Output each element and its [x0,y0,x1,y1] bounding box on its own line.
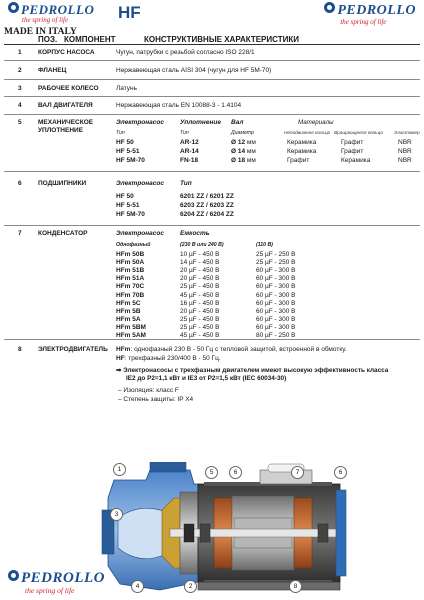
row-number: 6 [18,180,22,187]
callout-3: 3 [110,508,123,521]
capacitor-230v: 45 µF - 450 В [180,291,220,299]
row-divider [4,96,420,97]
capacitor-230v: 20 µF - 450 В [180,267,220,275]
brand-mark-icon [8,570,19,581]
brand-mark-icon [8,2,19,13]
brand-tagline: the spring of life [22,16,69,24]
cap-sub-single-phase: Однофазный [116,242,151,248]
seal-diameter: Ø 14 мм [231,148,256,155]
seal-sub-fixed-ring: Неподвижное кольцо [284,130,331,135]
mechanical-seal [184,524,194,542]
capacitor-110v: 60 µF - 300 В [256,323,296,331]
seal-fixed-ring: Керамика [287,148,317,155]
seal-sub-elastomer: Эластомер [394,130,420,135]
component-value: Нержавеющая сталь EN 10088-3 - 1.4104 [116,102,242,109]
component-value: Латунь [116,85,138,92]
capacitor-110v: 60 µF - 300 В [256,267,296,275]
capacitor-230v: 20 µF - 450 В [180,307,220,315]
row-number: 2 [18,67,22,74]
cap-sub-110v: (110 В) [256,242,273,248]
seal-fixed-ring: Керамика [287,139,317,146]
capacitor-230v: 10 µF - 450 В [180,251,220,258]
pump-section-drawing [100,462,348,596]
col-head-characteristics: КОНСТРУКТИВНЫЕ ХАРАКТЕРИСТИКИ [144,35,299,44]
row-number: 7 [18,230,22,237]
bearing-type: 6203 ZZ / 6203 ZZ [180,202,234,209]
insulation-class: – Изоляция: класс F [118,387,179,394]
brand-logo-bottom [8,570,105,595]
callout-5: 5 [205,466,218,479]
page-header [0,0,424,28]
capacitor-pump: HFm 5A [116,315,141,323]
callout-6: 6 [229,466,242,479]
header-rule [4,44,420,45]
callout-2: 2 [184,580,197,593]
seal-diameter: Ø 18 мм [231,157,256,164]
capacitor-110v: 25 µF - 250 В [256,259,296,267]
base-foot [198,582,340,590]
seal-pump: HF 5M-70 [116,157,145,164]
seal-fixed-ring: Графит [287,157,310,164]
bearing-pump: HF 5-51 [116,202,140,209]
cap-head-pump: Электронасос [116,230,165,237]
brand-tagline: the spring of life [25,586,75,595]
component-value: Нержавеющая сталь AISI 304 (чугун для HF 5M-70) [116,67,272,74]
brand-mark-icon [324,2,335,13]
bearing-pump: HF 5M-70 [116,211,145,218]
col-head-component: КОМПОНЕНТ [64,35,116,44]
seal-sub-type: Тип [180,130,189,136]
efficiency-note-line1: ➡ Электронасосы с трехфазным двигателем имеют высокую эффективность класса [116,367,389,374]
seal-pump: HF 5-51 [116,148,140,155]
seal-sub-rotating-ring: Вращающееся кольцо [334,130,383,135]
bearing-head-pump: Электронасос [116,180,165,187]
capacitor-pump: HFm 51B [116,267,145,275]
capacitor-pump: HFm 5AM [116,332,146,339]
component-label: ФЛАНЕЦ [38,67,67,74]
capacitor-110v: 60 µF - 300 В [256,283,296,291]
rear-cover [336,490,346,576]
seal-elastomer: NBR [398,148,412,155]
capacitor-pump: HFm 5B [116,307,141,315]
seal-type: AR-12 [180,139,199,146]
component-label: ПОДШИПНИКИ [38,180,87,187]
capacitor-pump: HFm 5BM [116,323,146,331]
brand-name: PEDROLLO [324,2,416,18]
capacitor-pump: HFm 50A [116,259,145,267]
component-label: ЭЛЕКТРОДВИГАТЕЛЬ [38,346,108,353]
row-number: 4 [18,102,22,109]
seal-type: FN-18 [180,157,199,164]
capacitor-230v: 25 µF - 450 В [180,283,220,291]
bearing-front [200,524,210,542]
row-divider [4,79,420,80]
motor-single-phase: HFm: однофазный 230 В - 50 Гц с тепловой защитой, встроенной в обмотку. [116,346,347,353]
capacitor-pump: HFm 70C [116,283,145,291]
bearing-head-type: Тип [180,180,192,187]
delivery-port [150,462,186,472]
seal-diameter: Ø 12 мм [231,139,256,146]
callout-4: 4 [131,580,144,593]
seal-elastomer: NBR [398,139,412,146]
component-value: Чугун, патрубки с резьбой согласно ISO 228/1 [116,49,255,56]
capacitor-110v: 60 µF - 300 В [256,291,296,299]
component-label: ВАЛ ДВИГАТЕЛЯ [38,102,93,109]
component-label: РАБОЧЕЕ КОЛЕСО [38,85,99,92]
capacitor-230v: 14 µF - 450 В [180,259,220,267]
capacitor-110v: 80 µF - 250 В [256,332,296,339]
seal-elastomer: NBR [398,157,412,164]
callout-7: 7 [291,466,304,479]
volute [118,508,166,559]
brand-logo-right [324,2,416,26]
capacitor-pump: HFm 70B [116,291,145,299]
row-number: 1 [18,49,22,56]
capacitor-230v: 25 µF - 450 В [180,315,220,323]
row-divider [4,225,420,226]
component-label: КОРПУС НАСОСА [38,49,95,56]
capacitor-110v: 60 µF - 300 В [256,275,296,283]
row-number: 5 [18,119,22,126]
seal-sub-type: Тип [116,130,125,136]
seal-label-line1: МЕХАНИЧЕСКОЕ [38,119,94,126]
component-label: КОНДЕНСАТОР [38,230,88,237]
seal-rotating-ring: Графит [341,148,364,155]
seal-head-seal: Уплотнение [180,119,221,126]
seal-sub-diameter: Диаметр [231,130,254,136]
capacitor-110v: 60 µF - 300 В [256,307,296,315]
row-number: 8 [18,346,22,353]
callout-8: 8 [289,580,302,593]
row-divider [4,339,420,340]
bearing-type: 6201 ZZ / 6201 ZZ [180,193,234,200]
capacitor-110v: 25 µF - 250 В [256,251,296,258]
capacitor-230v: 16 µF - 450 В [180,299,220,307]
protection-degree: – Степень защиты: IP X4 [118,396,194,403]
capacitor-pump: HFm 51A [116,275,145,283]
callout-6-rear: 6 [334,466,347,479]
seal-pump: HF 50 [116,139,134,146]
row-number: 3 [18,85,22,92]
capacitor-110v: 60 µF - 300 В [256,315,296,323]
row-divider [4,171,420,172]
brand-name: PEDROLLO [8,570,105,586]
motor-shaft [170,529,338,537]
seal-label-line2: УПЛОТНЕНИЕ [38,127,84,134]
seal-head-shaft: Вал [231,119,244,126]
brand-name: PEDROLLO [8,2,94,16]
brand-logo-left [8,2,94,24]
origin-label: MADE IN ITALY [4,27,77,37]
capacitor-230v: 20 µF - 450 В [180,275,220,283]
brand-tagline: the spring of life [340,18,387,26]
cap-head-capacity: Емкость [180,230,210,237]
row-divider [4,60,420,61]
model-title: HF [118,3,141,22]
bearing-rear [318,524,328,542]
seal-type: AR-14 [180,148,199,155]
bearing-pump: HF 50 [116,193,134,200]
capacitor-230v: 25 µF - 450 В [180,323,220,331]
cap-sub-230v: (230 В или 240 В) [180,242,224,248]
bearing-type: 6204 ZZ / 6204 ZZ [180,211,234,218]
seal-rotating-ring: Керамика [341,157,371,164]
col-head-pos: ПОЗ. [38,35,58,44]
seal-rotating-ring: Графит [341,139,364,146]
capacitor-110v: 60 µF - 300 В [256,299,296,307]
capacitor-pump: HFm 5C [116,299,141,307]
callout-1: 1 [113,463,126,476]
component-label [38,119,93,135]
seal-head-pump: Электронасос [116,119,165,126]
seal-head-materials: Материалы [298,119,334,126]
capacitor-230v: 45 µF - 450 В [180,332,220,339]
row-divider [4,114,420,115]
efficiency-note-line2: IE2 до P2=1,1 кВт и IE3 от P2=1,5 кВт (IEC 60034-30) [126,375,287,382]
capacitor-pump: HFm 50B [116,251,145,258]
motor-three-phase: HF: трехфазный 230/400 В - 50 Гц. [116,355,221,362]
